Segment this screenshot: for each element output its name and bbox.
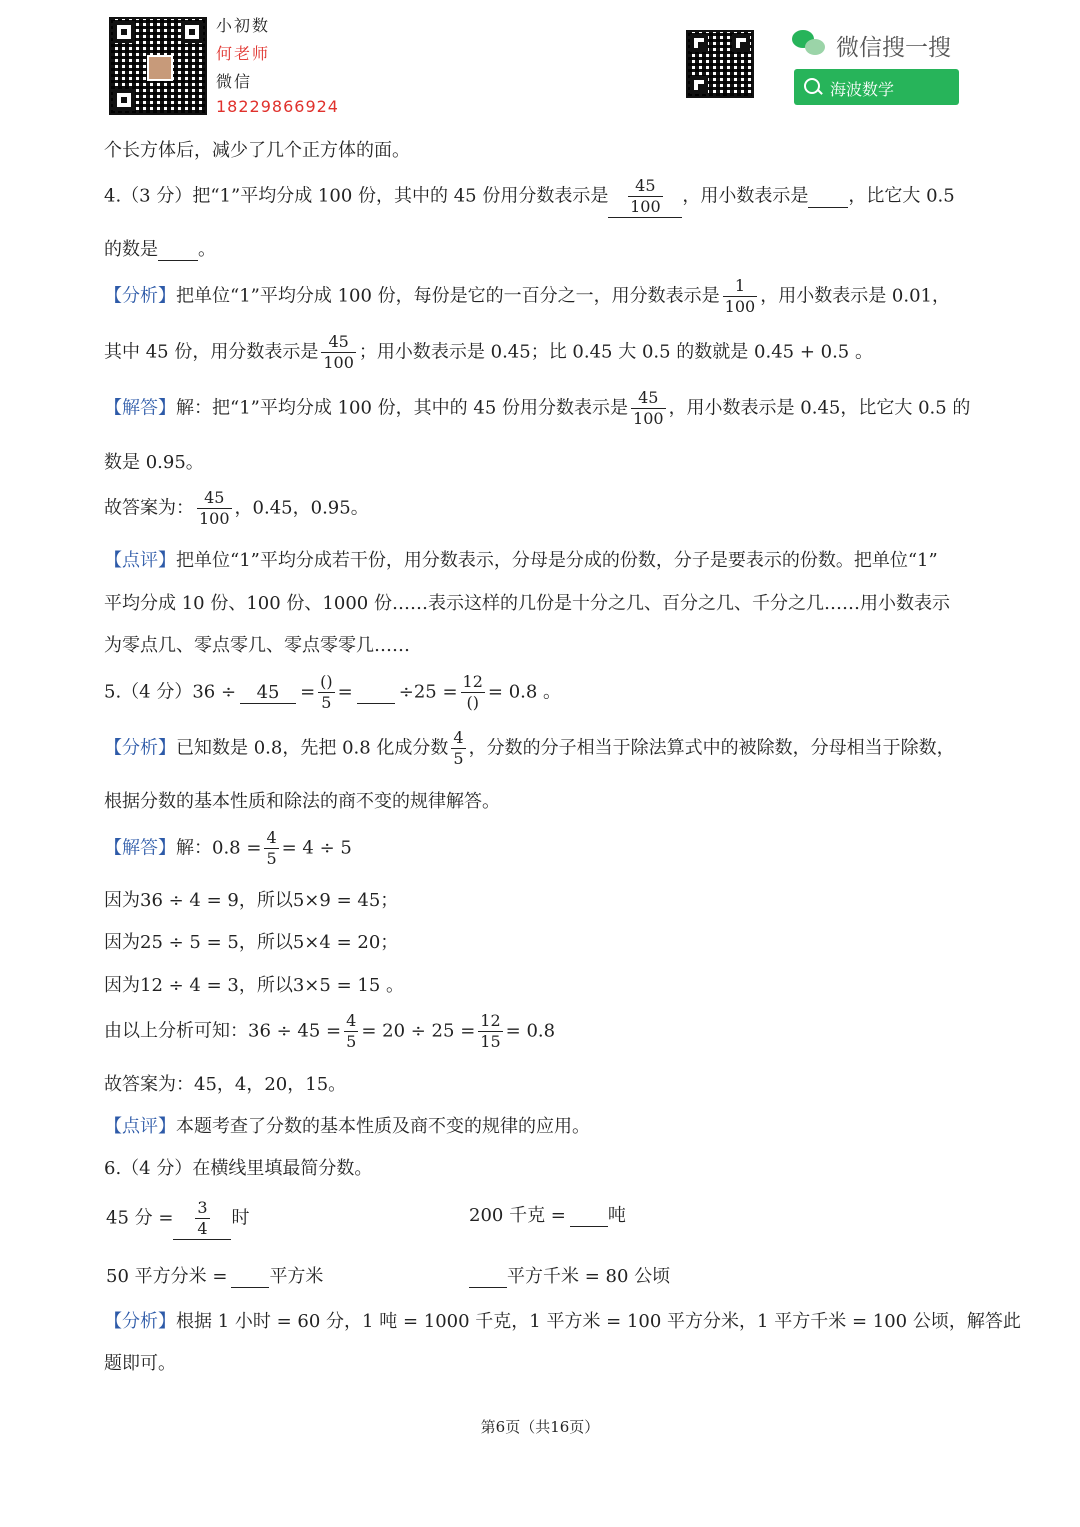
- q4-mid: ，用小数表示是: [682, 185, 809, 207]
- answer-line: [104, 488, 369, 529]
- fraction: [451, 728, 465, 769]
- hand-line-1: 小初数: [216, 16, 271, 35]
- answer-blank: [158, 240, 198, 261]
- q6-tail: 时: [231, 1207, 250, 1229]
- q5-tail: = 0.8 。: [487, 681, 562, 703]
- answer-blank: 45: [240, 683, 296, 704]
- q6-tail: 平方米: [269, 1266, 324, 1287]
- q4-prefix: 4.（3 分）把“1”平均分成 100 份，其中的 45 份用分数表示是: [104, 185, 609, 207]
- numerator: 4: [266, 828, 277, 847]
- solution-line: 因为36 ÷ 4 = 9，所以5×9 = 45；: [104, 890, 399, 911]
- denominator: 15: [480, 1032, 501, 1051]
- comment-line: [104, 1115, 590, 1139]
- numerator: (): [320, 672, 333, 691]
- numerator: 4: [346, 1011, 357, 1030]
- q5-div: ÷25 =: [398, 681, 458, 703]
- analysis-tag: 【分析】: [104, 737, 176, 759]
- answer-blank: [173, 1198, 231, 1240]
- solution-pre: 由以上分析可知：36 ÷ 45 =: [104, 1020, 342, 1042]
- fraction: [723, 276, 758, 317]
- analysis-text: 根据 1 小时 = 60 分，1 吨 = 1000 千克，1 平方米 = 100 平方分米，1 平方千米 = 100 公顷，解答此: [176, 1311, 1021, 1332]
- analysis-text: 已知数是 0.8，先把 0.8 化成分数: [176, 737, 449, 759]
- numerator: 12: [462, 672, 483, 691]
- denominator: 5: [321, 693, 332, 712]
- denominator: 100: [630, 197, 661, 216]
- denominator: 4: [197, 1219, 208, 1238]
- solution-tag: 【解答】: [104, 397, 176, 419]
- fraction: [478, 1011, 502, 1052]
- answer-line: 故答案为：45，4，20，15。: [104, 1074, 347, 1095]
- solution-text: 解：把“1”平均分成 100 份，其中的 45 份用分数表示是: [176, 397, 629, 419]
- q6-pre: 45 分 =: [106, 1207, 174, 1229]
- denominator: 100: [323, 353, 354, 372]
- hand-line-2: 何老师: [216, 44, 271, 63]
- fraction: [321, 332, 356, 373]
- numerator: 1: [723, 276, 758, 297]
- analysis-line: [104, 332, 873, 373]
- analysis-tail: ，分数的分子相当于除法算式中的被除数，分母相当于除数，: [468, 737, 955, 759]
- analysis-line: 题即可。: [104, 1353, 176, 1374]
- wechat-icon: [792, 30, 826, 58]
- analysis-tail: ，用小数表示是 0.01，: [760, 285, 951, 307]
- denominator: 5: [266, 849, 277, 868]
- fraction: [344, 1011, 358, 1052]
- comment-tag: 【点评】: [104, 1116, 176, 1137]
- solution-line: 因为25 ÷ 5 = 5，所以5×4 = 20；: [104, 932, 399, 953]
- solution-line: 因为12 ÷ 4 = 3，所以3×5 = 15 。: [104, 975, 404, 996]
- q6-item-b: [469, 1204, 626, 1228]
- fraction: [628, 176, 663, 217]
- qr-code-right: [686, 30, 754, 98]
- analysis-line: [104, 728, 955, 769]
- solution-tail: ，用小数表示是 0.45，比它大 0.5 的: [668, 397, 971, 419]
- solution-line: 数是 0.95。: [104, 452, 204, 473]
- wechat-search-button[interactable]: [794, 69, 959, 105]
- text-line: 个长方体后，减少了几个正方体的面。: [104, 140, 410, 161]
- analysis-tail: ；用小数表示是 0.45；比 0.45 大 0.5 的数就是 0.45 + 0.5 。: [358, 341, 873, 363]
- analysis-tag: 【分析】: [104, 1311, 176, 1332]
- analysis-line: [104, 276, 950, 317]
- answer-blank: [808, 187, 848, 208]
- fraction: [631, 388, 666, 429]
- avatar: [147, 55, 173, 81]
- q4-end: 。: [198, 239, 216, 260]
- search-icon-handle: [817, 89, 823, 95]
- denominator: (): [466, 693, 479, 712]
- numerator: 12: [480, 1011, 501, 1030]
- denominator: 100: [724, 297, 756, 316]
- page-number: 第6页（共16页）: [480, 1418, 600, 1436]
- solution-tail: = 0.8: [505, 1020, 556, 1042]
- q6-tail: 吨: [607, 1205, 626, 1226]
- analysis-pre: 其中 45 份，用分数表示是: [104, 341, 319, 363]
- q6-item-c: [106, 1265, 323, 1289]
- q6-item-a: [106, 1198, 249, 1240]
- answer-blank: [231, 1267, 269, 1288]
- denominator: 5: [346, 1032, 357, 1051]
- q6-pre: 200 千克 =: [469, 1205, 566, 1226]
- question-4: [104, 176, 955, 218]
- analysis-line: [104, 1310, 1021, 1334]
- numerator: 45: [628, 176, 663, 197]
- solution-pre: 解：0.8 =: [176, 837, 262, 859]
- hand-line-3: 微信: [216, 72, 253, 91]
- answer-blank: [608, 176, 682, 218]
- wechat-search-title: 微信搜一搜: [836, 35, 951, 61]
- q4-mid2: ，比它大 0.5: [848, 185, 955, 207]
- fraction: [197, 488, 232, 529]
- solution-line: [104, 828, 352, 869]
- q6-pre: 50 平方分米 =: [106, 1266, 228, 1287]
- comment-line: 为零点几、零点零几、零点零零几……: [104, 635, 410, 656]
- numerator: 45: [321, 332, 356, 353]
- fraction: [195, 1198, 209, 1239]
- analysis-line: 根据分数的基本性质和除法的商不变的规律解答。: [104, 791, 500, 812]
- comment-text: 把单位“1”平均分成若干份，用分数表示，分母是分成的份数，分子是要表示的份数。把单位“1”: [176, 550, 938, 571]
- answer-blank: [469, 1267, 507, 1288]
- wechat-search-button-label: 海波数学: [830, 80, 895, 99]
- q5-pre: 5.（4 分）36 ÷: [104, 681, 237, 703]
- answer-pre: 故答案为：: [104, 497, 194, 519]
- q5-eq: =: [300, 681, 316, 703]
- comment-line: 平均分成 10 份、100 份、1000 份……表示这样的几份是十分之几、百分之几、千分之几……用小数表示: [104, 593, 950, 614]
- answer-tail: ，0.45，0.95。: [234, 497, 369, 519]
- solution-tag: 【解答】: [104, 837, 176, 859]
- qr-code-left: [109, 17, 207, 115]
- analysis-tag: 【分析】: [104, 285, 176, 307]
- fraction: [264, 828, 278, 869]
- numerator: 4: [453, 728, 464, 747]
- q6-item-d: [469, 1265, 670, 1289]
- analysis-text: 把单位“1”平均分成 100 份，每份是它的一百分之一，用分数表示是: [176, 285, 720, 307]
- numerator: 45: [197, 488, 232, 509]
- q4-line2: 的数是: [104, 239, 158, 260]
- numerator: 45: [631, 388, 666, 409]
- question-5: [104, 672, 561, 713]
- solution-line: [104, 388, 970, 429]
- numerator: 3: [197, 1198, 208, 1217]
- fraction: [318, 672, 334, 713]
- question-4-line2: [104, 238, 216, 262]
- denominator: 100: [199, 509, 230, 528]
- answer-blank: [357, 683, 395, 704]
- solution-tail: = 4 ÷ 5: [281, 837, 352, 859]
- comment-text: 本题考查了分数的基本性质及商不变的规律的应用。: [176, 1116, 590, 1137]
- denominator: 5: [453, 749, 464, 768]
- comment-tag: 【点评】: [104, 550, 176, 571]
- solution-line: [104, 1011, 555, 1052]
- question-6: 6.（4 分）在横线里填最简分数。: [104, 1158, 373, 1179]
- answer-blank: [570, 1206, 608, 1227]
- comment-line: [104, 549, 938, 573]
- q6-tail: 平方千米 = 80 公顷: [507, 1266, 671, 1287]
- solution-mid: = 20 ÷ 25 =: [361, 1020, 476, 1042]
- fraction: [461, 672, 485, 713]
- q5-eq: =: [337, 681, 353, 703]
- hand-line-4: 18229866924: [216, 97, 339, 116]
- denominator: 100: [633, 409, 664, 428]
